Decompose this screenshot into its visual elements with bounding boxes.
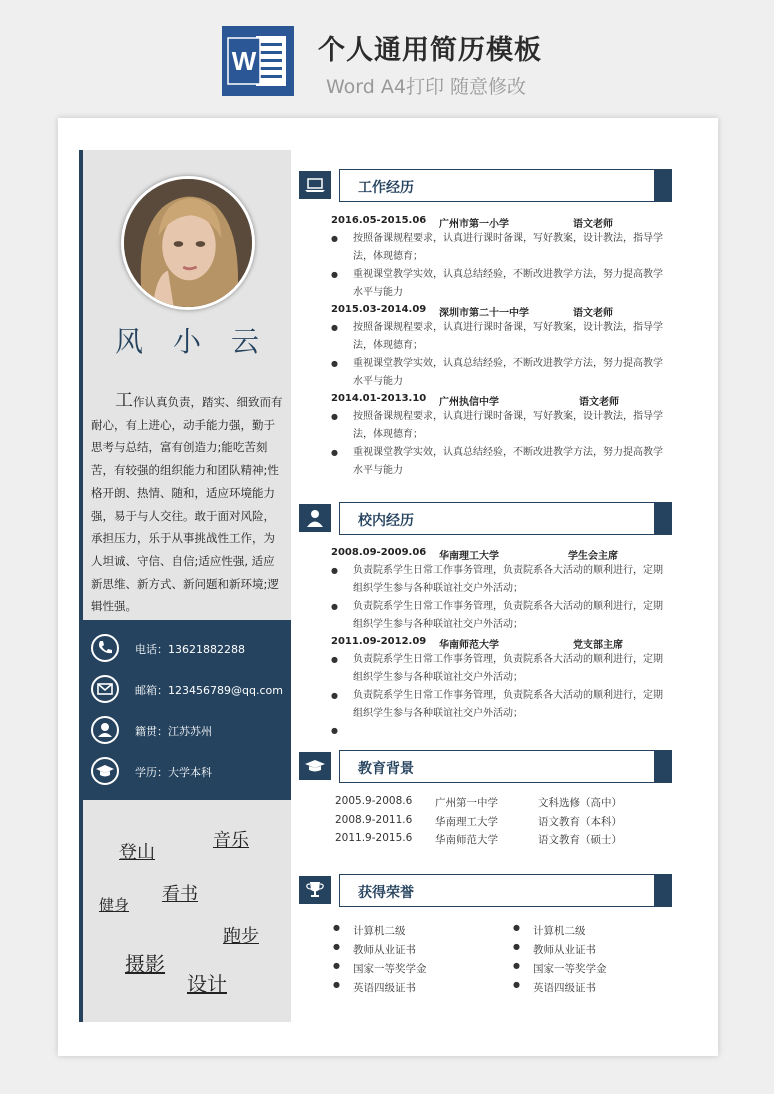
entry-role: 语文老师 — [573, 308, 613, 319]
contact-text: 邮箱：123456789@qq.com — [135, 684, 283, 697]
edu-major: 语文教育（硕士） — [538, 834, 622, 846]
phone-icon — [91, 634, 119, 662]
hobby-item: 健身 — [99, 896, 130, 914]
edu-school: 华南理工大学 — [435, 816, 498, 828]
contact-education — [91, 757, 291, 787]
entry-org: 深圳市第二十一中学 — [439, 308, 529, 319]
honor-item: ● 英语四级证书 — [333, 980, 416, 995]
banner — [0, 0, 774, 110]
graduation-cap-icon — [299, 752, 331, 780]
intro-text: 作认真负责，踏实、细致而有耐心，有上进心，动手能力强，勤于思考与总结，富有创造力;能吃苦刻苦，有较强的组织能力和团队精神;性格开朗、热情、随和，适应环境能力强，易于与人交往。敢于面对风险，承担压力，乐于从事挑战性工作，为人坦诚、守信、自信;适应性强, 适应新思维、新方式、新问题和新环境;逻辑性强。 — [91, 395, 283, 614]
section-title: 工作经历 — [358, 180, 414, 196]
trophy-icon — [299, 876, 331, 904]
entry-org: 广州执信中学 — [439, 397, 499, 408]
edu-major: 语文教育（本科） — [538, 816, 622, 828]
edu-date: 2011.9-2015.6 — [335, 832, 413, 844]
contact-hometown — [91, 716, 291, 746]
honor-item: ● 教师从业证书 — [333, 942, 416, 957]
honor-item: ● 国家一等奖学金 — [333, 961, 427, 976]
entry-org: 华南理工大学 — [439, 551, 499, 562]
entry-role: 语文老师 — [579, 397, 619, 408]
person-name: 风小云 — [114, 325, 289, 358]
hobby-item: 摄影 — [125, 952, 165, 976]
graduation-cap-icon — [91, 757, 119, 785]
entry-date: 2015.03-2014.09 — [331, 304, 427, 315]
contact-email — [91, 675, 291, 705]
entry-date: 2016.05-2015.06 — [331, 215, 427, 226]
section-title: 教育背景 — [358, 761, 414, 777]
section-work-header — [299, 169, 672, 202]
work-bullet: ● 重视课堂教学实效，认真总结经验，不断改进教学方法，努力提高教学水平与能力 — [331, 266, 671, 302]
campus-bullet: ● 负责院系学生日常工作事务管理，负责院系各大活动的顺利进行，定期组织学生参与各种联谊社交户外活动； — [331, 562, 671, 598]
edu-major: 文科选修（高中） — [538, 797, 622, 809]
section-education-header — [299, 750, 672, 783]
honor-item: ● 英语四级证书 — [513, 980, 596, 995]
work-bullet: ● 重视课堂教学实效，认真总结经验，不断改进教学方法，努力提高教学水平与能力 — [331, 444, 671, 480]
campus-bullet — [331, 722, 671, 740]
honor-item: ● 计算机二级 — [513, 923, 586, 938]
mail-icon — [91, 675, 119, 703]
profile-photo — [121, 176, 255, 310]
entry-date: 2008.09-2009.06 — [331, 547, 427, 558]
edu-date: 2005.9-2008.6 — [335, 795, 413, 807]
resume-page — [58, 118, 718, 1056]
work-bullet: ● 按照备课规程要求，认真进行课时备课，写好教案，设计教法，指导学法，体现德育； — [331, 230, 671, 266]
person-icon — [299, 504, 331, 532]
contact-phone — [91, 634, 291, 664]
work-bullet: ● 按照备课规程要求，认真进行课时备课，写好教案，设计教法，指导学法，体现德育； — [331, 408, 671, 444]
intro-first-char: 工 — [115, 390, 133, 411]
contact-text: 籍贯：江苏苏州 — [135, 725, 212, 738]
honor-item: ● 国家一等奖学金 — [513, 961, 607, 976]
section-title: 校内经历 — [358, 513, 414, 529]
entry-role: 学生会主席 — [568, 551, 618, 562]
hobby-item: 音乐 — [213, 830, 249, 851]
edu-school: 华南师范大学 — [435, 834, 498, 846]
self-introduction — [91, 390, 285, 618]
section-campus-header — [299, 502, 672, 535]
entry-date: 2014.01-2013.10 — [331, 393, 427, 404]
campus-bullet: ● 负责院系学生日常工作事务管理，负责院系各大活动的顺利进行，定期组织学生参与各种联谊社交户外活动； — [331, 598, 671, 634]
contact-text: 学历：大学本科 — [135, 766, 212, 779]
section-title: 获得荣誉 — [358, 885, 414, 901]
person-icon — [91, 716, 119, 744]
edu-school: 广州第一中学 — [435, 797, 498, 809]
word-logo-icon — [222, 26, 294, 96]
sidebar — [83, 150, 291, 1022]
hobby-item: 看书 — [162, 884, 198, 905]
entry-role: 党支部主席 — [573, 640, 623, 651]
honor-item: ● 教师从业证书 — [513, 942, 596, 957]
work-bullet: ● 按照备课规程要求，认真进行课时备课，写好教案，设计教法，指导学法，体现德育； — [331, 319, 671, 355]
entry-date: 2011.09-2012.09 — [331, 636, 427, 647]
edu-date: 2008.9-2011.6 — [335, 814, 413, 826]
campus-bullet: ● 负责院系学生日常工作事务管理，负责院系各大活动的顺利进行，定期组织学生参与各种联谊社交户外活动； — [331, 651, 671, 687]
entry-org: 广州市第一小学 — [439, 219, 509, 230]
svg-text:W: W — [231, 46, 257, 76]
entry-org: 华南师范大学 — [439, 640, 499, 651]
hobby-item: 设计 — [187, 972, 227, 996]
campus-bullet: ● 负责院系学生日常工作事务管理，负责院系各大活动的顺利进行，定期组织学生参与各种联谊社交户外活动； — [331, 687, 671, 723]
laptop-icon — [299, 171, 331, 199]
hobby-item: 跑步 — [223, 926, 259, 947]
hobby-item: 登山 — [119, 842, 155, 863]
honor-item: ● 计算机二级 — [333, 923, 406, 938]
work-bullet: ● 重视课堂教学实效，认真总结经验，不断改进教学方法，努力提高教学水平与能力 — [331, 355, 671, 391]
section-honors-header — [299, 874, 672, 907]
contact-text: 电话：13621882288 — [135, 643, 245, 656]
banner-subtitle: Word A4打印 随意修改 — [326, 76, 527, 98]
entry-role: 语文老师 — [573, 219, 613, 230]
banner-title: 个人通用简历模板 — [318, 35, 542, 66]
contact-panel — [83, 620, 291, 800]
